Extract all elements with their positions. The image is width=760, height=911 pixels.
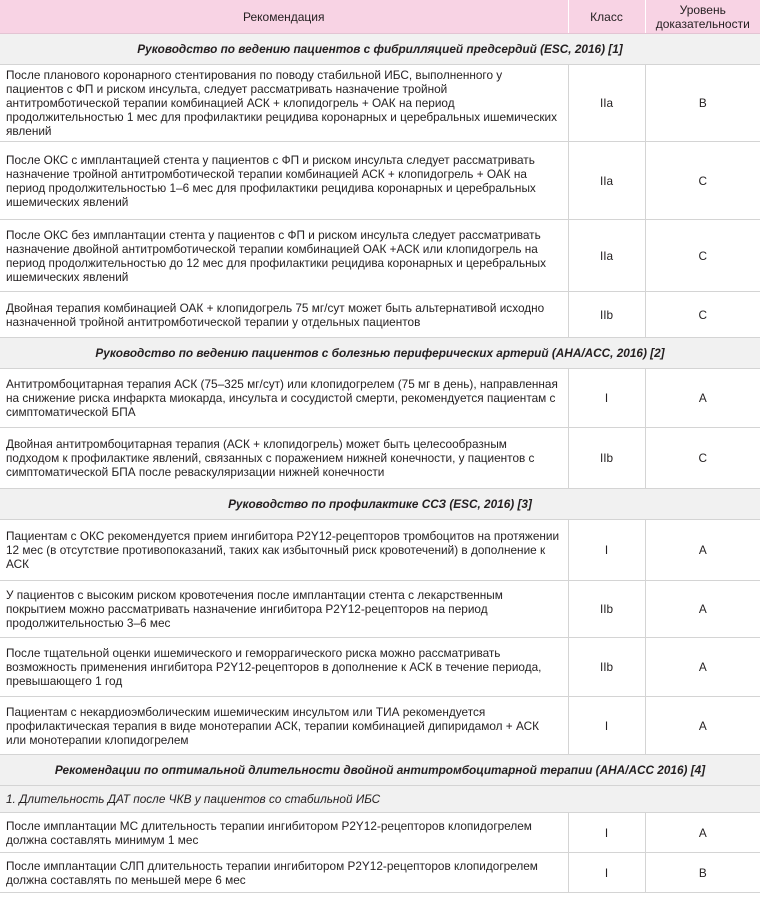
class-value: IIa [568, 220, 645, 292]
table-row [0, 292, 760, 338]
subsection-header [0, 786, 760, 813]
table-row [0, 697, 760, 755]
header-level: Уровень доказательности [645, 0, 760, 34]
table-row [0, 853, 760, 893]
level-value: A [645, 697, 760, 755]
recommendation-text: После планового коронарного стентирования по поводу стабильной ИБС, выполненного у пациентов с ФП и риском инсульта, следует рассматривать назначение тройной антитромботической терапии комбинацией АСК + клопидогрель + ОАК на период продолжительностью 1 мес для профилактики рецидива коронарных и церебральных ишемических явлений [0, 65, 568, 142]
recommendation-text: У пациентов с высоким риском кровотечения после имплантации стента с лекарственным покрытием можно рассматривать назначение ингибитора P2Y12-рецепторов на период продолжительностью 3–6 мес [0, 581, 568, 638]
recommendation-text: После имплантации МС длительность терапии ингибитором P2Y12-рецепторов клопидогрелем должна составлять минимум 1 мес [0, 813, 568, 853]
table-row [0, 65, 760, 142]
class-value: IIb [568, 638, 645, 697]
level-value: A [645, 520, 760, 581]
table-row [0, 520, 760, 581]
class-value: I [568, 369, 645, 428]
class-value: IIa [568, 142, 645, 220]
level-value: A [645, 369, 760, 428]
header-recommendation: Рекомендация [0, 0, 568, 34]
table-row [0, 142, 760, 220]
class-value: I [568, 853, 645, 893]
recommendation-text: После имплантации СЛП длительность терапии ингибитором P2Y12-рецепторов клопидогрелем должна составлять по меньшей мере 6 мес [0, 853, 568, 893]
recommendation-text: Антитромбоцитарная терапия АСК (75–325 мг/сут) или клопидогрелем (75 мг в день), направленная на снижение риска инфаркта миокарда, инсульта и сосудистой смерти, рекомендуется пациентам с симптоматической БПА [0, 369, 568, 428]
section-title: Руководство по профилактике ССЗ (ESC, 2016) [3] [0, 489, 760, 520]
level-value: A [645, 638, 760, 697]
class-value: I [568, 697, 645, 755]
table-row [0, 813, 760, 853]
table-row [0, 369, 760, 428]
table-row [0, 220, 760, 292]
recommendation-text: После ОКС с имплантацией стента у пациентов с ФП и риском инсульта следует рассматривать назначение тройной антитромботической терапии комбинацией АСК + клопидогрель + ОАК на период продолжительностью 1–6 мес для профилактики рецидива коронарных и церебральных ишемических явлений [0, 142, 568, 220]
subsection-title: 1. Длительность ДАТ после ЧКВ у пациентов со стабильной ИБС [0, 786, 760, 813]
table-header-row [0, 0, 760, 34]
header-class: Класс [568, 0, 645, 34]
recommendation-text: После тщательной оценки ишемического и геморрагического риска можно рассматривать возможность применения ингибитора P2Y12-рецепторов в дополнение к АСК в течение периода, превышающего 1 год [0, 638, 568, 697]
recommendation-text: Пациентам с ОКС рекомендуется прием ингибитора P2Y12-рецепторов тромбоцитов на протяжении 12 мес (в отсутствие противопоказаний, таких как избыточный риск кровотечений) в дополнение к АСК [0, 520, 568, 581]
table-row [0, 581, 760, 638]
level-value: A [645, 581, 760, 638]
level-value: C [645, 142, 760, 220]
level-value: B [645, 853, 760, 893]
class-value: IIa [568, 65, 645, 142]
table-row [0, 428, 760, 489]
class-value: IIb [568, 428, 645, 489]
class-value: IIb [568, 581, 645, 638]
section-header [0, 338, 760, 369]
recommendation-text: Двойная антитромбоцитарная терапия (АСК + клопидогрель) может быть целесообразным подходом к профилактике явлений, связанных с поражением нижней конечности, у пациентов с симптоматической БПА после реваскуляризации нижней конечности [0, 428, 568, 489]
level-value: C [645, 428, 760, 489]
recommendation-text: Двойная терапия комбинацией ОАК + клопидогрель 75 мг/сут может быть альтернативой исходно назначенной тройной антитромботической терапии у отдельных пациентов [0, 292, 568, 338]
section-header [0, 489, 760, 520]
class-value: I [568, 520, 645, 581]
level-value: B [645, 65, 760, 142]
table-row [0, 638, 760, 697]
level-value: C [645, 220, 760, 292]
section-header [0, 755, 760, 786]
section-title: Руководство по ведению пациентов с фибрилляцией предсердий (ESC, 2016) [1] [0, 34, 760, 65]
level-value: C [645, 292, 760, 338]
section-header [0, 34, 760, 65]
class-value: IIb [568, 292, 645, 338]
recommendation-text: После ОКС без имплантации стента у пациентов с ФП и риском инсульта следует рассматривать назначение двойной антитромботической терапии комбинацией ОАК +АСК или клопидогрель на период продолжительностью до 12 мес для профилактики рецидива коронарных и церебральных ишемических явлений [0, 220, 568, 292]
class-value: I [568, 813, 645, 853]
section-title: Рекомендации по оптимальной длительности двойной антитромбоцитарной терапии (AHA/ACC 2016) [4] [0, 755, 760, 786]
level-value: A [645, 813, 760, 853]
section-title: Руководство по ведению пациентов с болезнью периферических артерий (AHA/ACC, 2016) [2] [0, 338, 760, 369]
recommendation-text: Пациентам с некардиоэмболическим ишемическим инсультом или ТИА рекомендуется профилактическая терапия в виде монотерапии АСК, терапии комбинацией дипиридамол + АСК или монотерапии клопидогрелем [0, 697, 568, 755]
